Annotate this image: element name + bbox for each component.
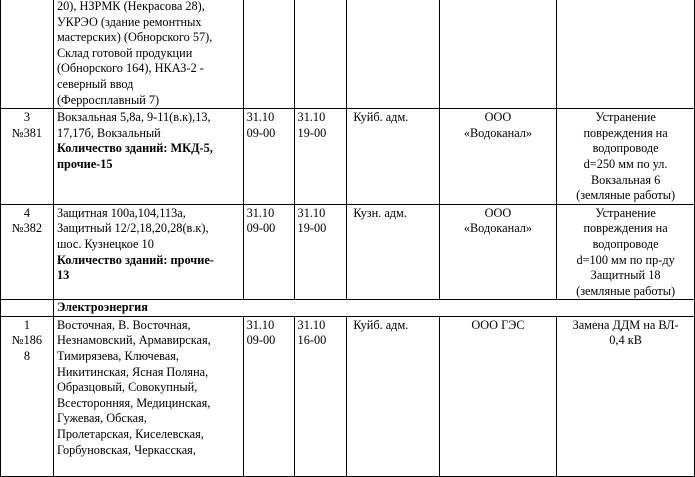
end-time: 19-00	[297, 125, 327, 140]
address-line: Гужевая, Обская,	[56, 411, 147, 426]
work-line: Замена ДДМ на ВЛ-	[572, 317, 679, 332]
building-count: 13	[56, 268, 70, 283]
address-line: мастерских) (Обнорского 57),	[56, 30, 213, 45]
address-line: Защитная 100а,104,113а,	[56, 205, 186, 220]
end-cell	[294, 109, 347, 205]
address-line: Восточная, В. Восточная,	[56, 317, 191, 332]
address-line: шос. Кузнецкое 10	[56, 236, 154, 251]
organization-cell	[439, 109, 556, 205]
start-time: 09-00	[246, 221, 276, 236]
request-id: №186	[11, 333, 43, 348]
end-time: 16-00	[297, 333, 327, 348]
address-line: 17,17б, Вокзальный	[56, 125, 161, 140]
end-cell	[294, 0, 347, 109]
work-cell	[557, 316, 695, 476]
work-line: Вокзальная 6	[590, 172, 661, 187]
section-title: Электроэнергия	[53, 300, 694, 317]
request-id: 8	[23, 349, 31, 364]
table-row	[1, 109, 695, 205]
work-line: 0,4 кВ	[609, 333, 642, 348]
work-line: (земляные работы)	[576, 283, 676, 298]
district: Куйб. адм.	[353, 110, 409, 125]
district-cell	[347, 0, 439, 109]
work-line: d=100 мм по пр-ду	[576, 252, 675, 267]
end-cell	[294, 316, 347, 476]
work-line: Устранение	[595, 110, 656, 125]
table-row	[1, 316, 695, 476]
address-cell	[53, 0, 243, 109]
organization-cell	[439, 0, 556, 109]
organization: ООО	[484, 205, 512, 220]
row-number-cell	[1, 316, 54, 476]
end-date: 31.10	[297, 205, 326, 220]
work-line: водопроводе	[592, 141, 659, 156]
start-date: 31.10	[246, 110, 275, 125]
work-line: повреждения на	[583, 125, 668, 140]
row-number: 3	[23, 110, 31, 125]
address-cell	[53, 316, 243, 476]
work-line: d=250 мм по ул.	[583, 156, 668, 171]
address-line: северный ввод	[56, 76, 134, 91]
work-line: водопроводе	[592, 236, 659, 251]
organization: «Водоканал»	[463, 125, 533, 140]
start-cell	[243, 0, 294, 109]
work-line: повреждения на	[583, 221, 668, 236]
end-date: 31.10	[297, 110, 326, 125]
building-count: Количество зданий: прочие-	[56, 252, 214, 267]
start-cell	[243, 316, 294, 476]
district: Куйб. адм.	[353, 317, 409, 332]
start-time: 09-00	[246, 333, 276, 348]
work-cell	[557, 0, 695, 109]
organization-cell	[439, 316, 556, 476]
district-cell	[347, 204, 439, 300]
table-row	[1, 0, 695, 109]
address-line: Склад готовой продукции	[56, 45, 193, 60]
district: Кузн. адм.	[353, 205, 407, 220]
work-line: Устранение	[595, 205, 656, 220]
row-number-cell	[1, 204, 54, 300]
organization: «Водоканал»	[463, 221, 533, 236]
organization-cell	[439, 204, 556, 300]
request-id: №381	[11, 125, 43, 140]
work-line: (земляные работы)	[576, 188, 676, 203]
start-cell	[243, 204, 294, 300]
address-line: (Обнорского 164), НКАЗ-2 -	[56, 61, 204, 76]
address-line: УКРЭО (здание ремонтных	[56, 14, 202, 29]
work-line: Защитный 18	[590, 268, 661, 283]
address-line: (Ферросплавный 7)	[56, 92, 160, 107]
row-number: 4	[23, 205, 31, 220]
address-line: Тимирязева, Ключевая,	[56, 349, 179, 364]
address-cell	[53, 204, 243, 300]
row-number-cell	[1, 109, 54, 205]
section-row	[1, 300, 695, 317]
organization: ООО ГЭС	[471, 317, 525, 332]
district-cell	[347, 316, 439, 476]
row-number-cell	[1, 0, 54, 109]
address-line: Незнамовский, Армавирская,	[56, 333, 211, 348]
end-date: 31.10	[297, 317, 326, 332]
address-cell	[53, 109, 243, 205]
request-id: №382	[11, 221, 43, 236]
district-cell	[347, 109, 439, 205]
start-time: 09-00	[246, 125, 276, 140]
building-count: прочие-15	[56, 156, 113, 171]
address-line: Пролетарская, Киселевская,	[56, 427, 204, 442]
address-line: Горбуновская, Черкасская,	[56, 442, 196, 457]
address-line: Никитинская, Ясная Поляна,	[56, 364, 209, 379]
organization: ООО	[484, 110, 512, 125]
address-line: 20), НЗРМК (Некрасова 28),	[56, 0, 205, 13]
start-date: 31.10	[246, 205, 275, 220]
end-time: 19-00	[297, 221, 327, 236]
end-cell	[294, 204, 347, 300]
address-line: Образцовый, Совокупный,	[56, 380, 198, 395]
start-date: 31.10	[246, 317, 275, 332]
section-spacer-cell	[1, 300, 54, 317]
work-cell	[557, 204, 695, 300]
table-row	[1, 204, 695, 300]
building-count: Количество зданий: МКД-5,	[56, 141, 213, 156]
address-line: Всесторонняя, Медицинская,	[56, 395, 211, 410]
row-number: 1	[23, 317, 31, 332]
address-line: Защитный 12/2,18,20,28(в.к),	[56, 221, 209, 236]
start-cell	[243, 109, 294, 205]
address-line: Вокзальная 5,8а, 9-11(в.к),13,	[56, 110, 211, 125]
work-cell	[557, 109, 695, 205]
